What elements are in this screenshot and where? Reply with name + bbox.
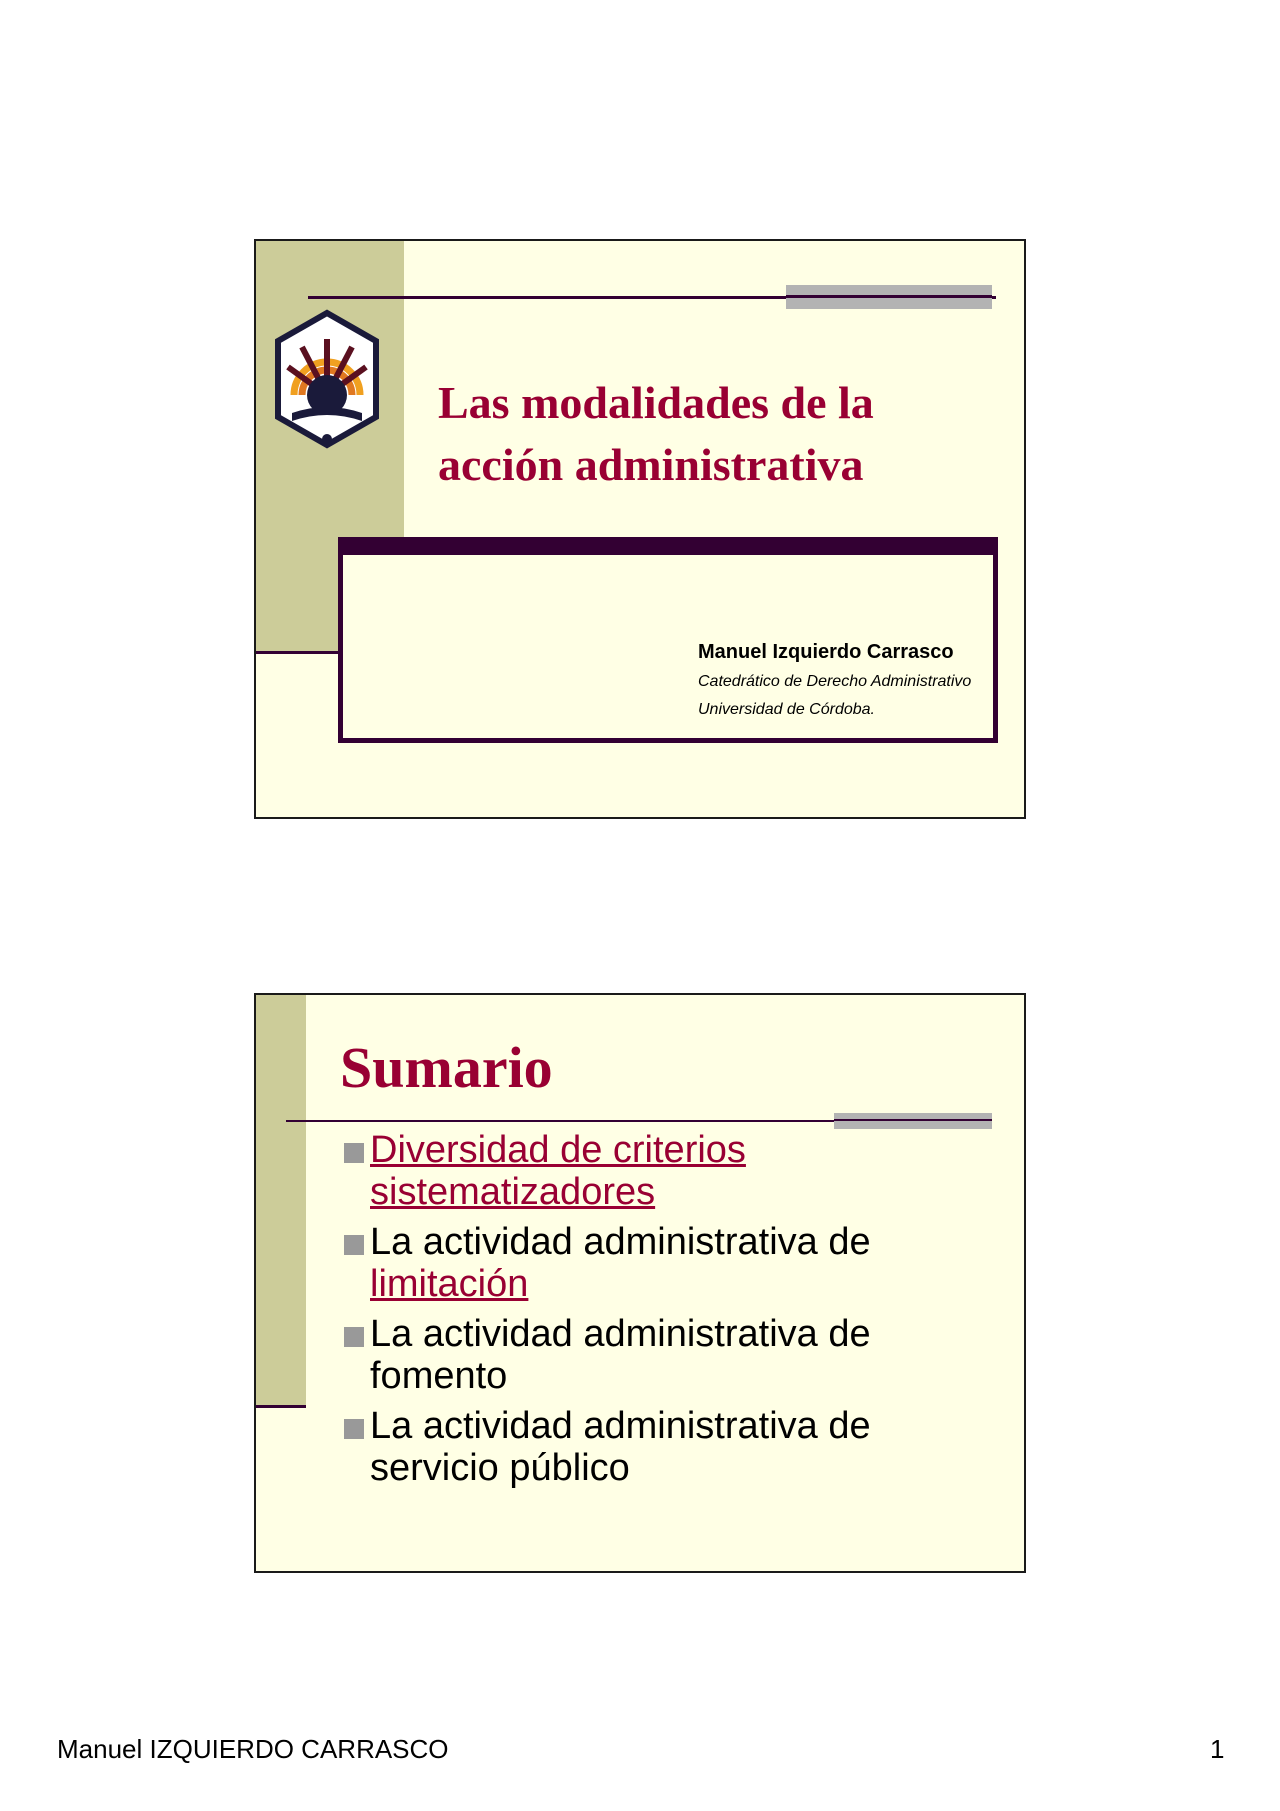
title-slide xyxy=(254,239,1026,819)
slide-title: Sumario xyxy=(340,1035,553,1100)
square-bullet-icon xyxy=(344,1235,364,1255)
author-name: Manuel Izquierdo Carrasco xyxy=(698,641,954,663)
list-item xyxy=(344,1129,1004,1213)
university-crest-icon xyxy=(272,309,382,453)
band-rule xyxy=(256,1405,306,1408)
summary-link[interactable]: Diversidad de criterios sistematizadores xyxy=(370,1129,746,1213)
summary-list xyxy=(344,1129,1004,1497)
list-item: La actividad administrativa de fomento xyxy=(344,1313,1004,1397)
square-bullet-icon xyxy=(344,1327,364,1347)
summary-slide xyxy=(254,993,1026,1573)
title-line-1: Las modalidades de la xyxy=(438,377,874,428)
title-line-2: acción administrativa xyxy=(438,439,864,490)
author-role: Catedrático de Derecho Administrativo xyxy=(698,673,972,690)
author-institution: Universidad de Córdoba. xyxy=(698,701,875,718)
accent-bar xyxy=(834,1113,992,1129)
accent-bar xyxy=(786,285,992,309)
summary-link[interactable]: limitación xyxy=(370,1263,529,1305)
list-item: La actividad administrativa de limitación xyxy=(344,1221,1004,1305)
slide-title xyxy=(438,372,978,496)
side-band xyxy=(256,995,306,1407)
square-bullet-icon xyxy=(344,1419,364,1439)
band-rule xyxy=(256,651,346,654)
list-item: La actividad administrativa de servicio público xyxy=(344,1405,1004,1489)
footer-author: Manuel IZQUIERDO CARRASCO xyxy=(57,1734,449,1764)
square-bullet-icon xyxy=(344,1143,364,1163)
page-number: 1 xyxy=(1210,1734,1225,1764)
author-box xyxy=(338,537,998,743)
